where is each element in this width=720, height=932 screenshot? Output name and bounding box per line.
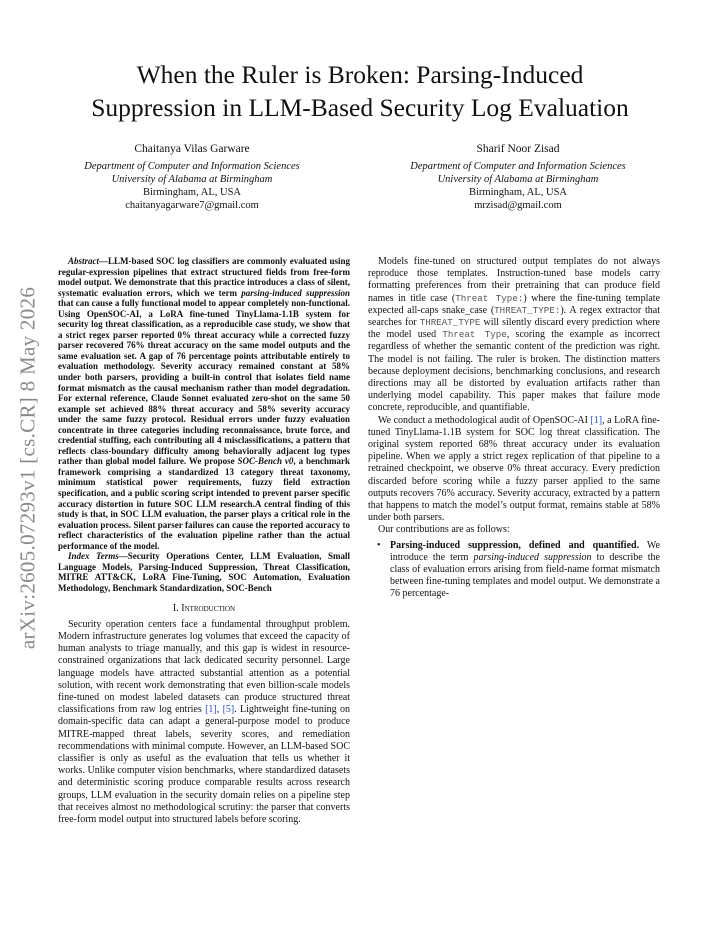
text: ) where the fine-tuning template expected all-caps snake_case ( [368, 292, 661, 316]
section-heading: I. Introduction [172, 602, 236, 614]
citation-separator: , [216, 704, 223, 716]
arxiv-id: arXiv:2605.07293v1 [cs.CR] 8 May 2026 [15, 286, 40, 650]
index-terms-text: —Security Operations Center, LLM Evaluation, Small Language Models, Parsing-Induced Suppression, Threat Classification, MITRE ATT&CK, LoRA Fine-Tuning, SOC Automation, Evaluation Methodology, Benchmark Standardization, SOC-Bench [58, 551, 350, 593]
author-block-2 [368, 143, 668, 212]
author-department: Department of Computer and Information Sciences [84, 161, 300, 172]
abstract-term: parsing-induced suppression [241, 287, 350, 298]
index-terms-label: Index Terms [68, 551, 119, 562]
intro-paragraph-2 [368, 256, 660, 415]
title-line-1: When the Ruler is Broken: Parsing-Induced [136, 60, 584, 89]
citation-link[interactable]: [5] [222, 704, 235, 716]
paper-title [40, 58, 680, 124]
author-email: mrzisad@gmail.com [474, 200, 562, 211]
code-snippet: Threat Type: [455, 292, 524, 304]
right-column [368, 256, 660, 601]
author-city: Birmingham, AL, USA [142, 187, 241, 198]
index-terms [58, 551, 350, 593]
author-block-1 [42, 143, 342, 212]
text: Models fine-tuned on structured output templates do not always reproduce those templates. Instruction-tuned base models carry formatting preferences from their pretraining that can produce field names in title case ( [368, 256, 660, 304]
intro-text-continued: . Lightweight fine-tuning on domain-specific data can adapt a general-purpose model to produce MITRE-mapped threat labels, severity scores, and remediation recommendations with minimal compute. However, an LLM-based SOC classifier is only as useful as the evaluation that tells us whether it works. Unlike computer vision benchmarks, where standardized datasets and deterministic scoring produce comparable results across research groups, LLM evaluation in the security domain relies on a pipeline step that receives almost no methodological scrutiny: the parser that converts free-form model output into structured labels before scoring. [58, 704, 350, 825]
intro-text: Security operation centers face a fundamental throughput problem. Modern infrastructure generates log volumes that exceed the capacity of human analysts to triage manually, and this gap is widest in resource-constrained organizations that lack dedicated security personnel. Large language models have attracted substantial attention as a potential solution, with recent work demonstrating that even billion-scale models fine-tuned on modest labeled datasets can produce structured threat classifications from raw log entries [58, 618, 350, 716]
bullet-heading: Parsing-induced suppression, defined and quantified. [390, 539, 640, 551]
abstract-text-3: , a benchmark framework comprising a standardized 13 category threat taxonomy, minimum statistical power requirements, fuzzy field extraction specification, and a public scoring script intended to prevent parser specific accuracy distortion in future SOC LLM research.A central finding of this study is that, in SOC LLM evaluation, the parser plays a critical role in the evaluation process. Silent parser failures can cause the reported accuracy to reflect characteristics of the evaluation pipeline rather than the actual performance of the model. [58, 456, 350, 551]
title-line-2: Suppression in LLM-Based Security Log Evaluation [91, 93, 629, 122]
contributions-list [368, 540, 660, 601]
text: We conduct a methodological audit of OpenSOC-AI [378, 414, 591, 426]
code-snippet: Threat Type [442, 329, 507, 341]
code-snippet: THREAT_TYPE [419, 317, 481, 329]
abstract-text-1: —LLM-based SOC log classifiers are commonly evaluated using regular-expression pipelines that extract structured fields from free-form model output. We demonstrate that this practice introduces a class of silent, systematic evaluation errors, which we term [58, 256, 350, 298]
text: , scoring the example as incorrect regardless of whether the semantic content of the prediction was right. The model is not failing. The ruler is broken. The distinction matters because deployment decisions, benchmarking conclusions, and research directions may all be distorted by evaluation artifacts rather than underlying model capability. This paper makes that failure mode concrete, reproducible, and quantifiable. [368, 329, 661, 414]
author-email: chaitanyagarware7@gmail.com [125, 200, 259, 211]
citation-link[interactable]: [1] [205, 704, 217, 716]
contributions-intro: Our contributions are as follows: [378, 524, 510, 536]
arxiv-stamp [8, 258, 48, 678]
text: will silently discard every prediction where the model used [368, 317, 660, 341]
author-department: Department of Computer and Information Sciences [410, 161, 626, 172]
citation-link[interactable]: [1] [590, 414, 603, 426]
text: to describe the class of evaluation errors arising from field-name format mismatch between fine-tuning templates and model output. We demonstrate a 76 percentage- [390, 551, 661, 600]
intro-paragraph-3 [368, 415, 660, 525]
abstract-label: Abstract [68, 256, 100, 266]
bullet-term: parsing-induced suppression [473, 551, 592, 563]
abstract-bench: SOC-Bench v0 [237, 456, 294, 467]
text: ). A regex extractor that searches for [368, 304, 660, 329]
author-name: Sharif Noor Zisad [476, 143, 560, 155]
text: , a LoRA fine-tuned TinyLlama-1.1B system for SOC log threat classification. The original system reported 68% threat accuracy under its evaluation pipeline. When we apply a strict regex replication of that pipeline to a retrained checkpoint, we observe 0% threat accuracy. Every prediction discarded before scoring while a fuzzy parser applied to the same outputs recovers 76% accuracy. Severity accuracy, extracted by a pattern that happens to match the model’s output format, remains stable at 58% under both parsers. [368, 414, 660, 524]
author-name: Chaitanya Vilas Garware [134, 143, 250, 155]
author-university: University of Alabama at Birmingham [437, 174, 599, 185]
author-university: University of Alabama at Birmingham [111, 174, 273, 185]
code-snippet: THREAT_TYPE: [494, 304, 561, 316]
author-city: Birmingham, AL, USA [468, 187, 567, 198]
list-item [390, 540, 660, 601]
text: We introduce the term [390, 539, 660, 563]
abstract [58, 256, 350, 551]
left-column [58, 256, 350, 826]
abstract-text-2: that can cause a fully functional model to appear completely non-functional. Using OpenSOC-AI, a LoRA fine-tuned TinyLlama-1.1B system for security log threat classification, as a reproducible case study, we show that a strict regex parser reported 0% threat accuracy while a corrected fuzzy parser recovered 76% threat accuracy on the same model outputs and the same evaluation set. A gap of 76 percentage points attributable entirely to evaluation methodology. Severity accuracy remained constant at 58% under both parsers, providing a built-in control that isolates field name format mismatch as the causal mechanism rather than model degradation. For external reference, Claude Sonnet evaluated zero-shot on the same 50 example set achieved 88% threat accuracy and 58% severity accuracy under the same fuzzy protocol. Residual errors under fuzzy evaluation concentrate in three categories including reconnaissance, brute force, and credential stuffing, each contributing all 4 misclassifications, a pattern that reflects class-boundary difficulty among behaviorally adjacent log types rather than global model failure. We propose [58, 298, 350, 467]
intro-paragraph-1 [58, 619, 350, 826]
